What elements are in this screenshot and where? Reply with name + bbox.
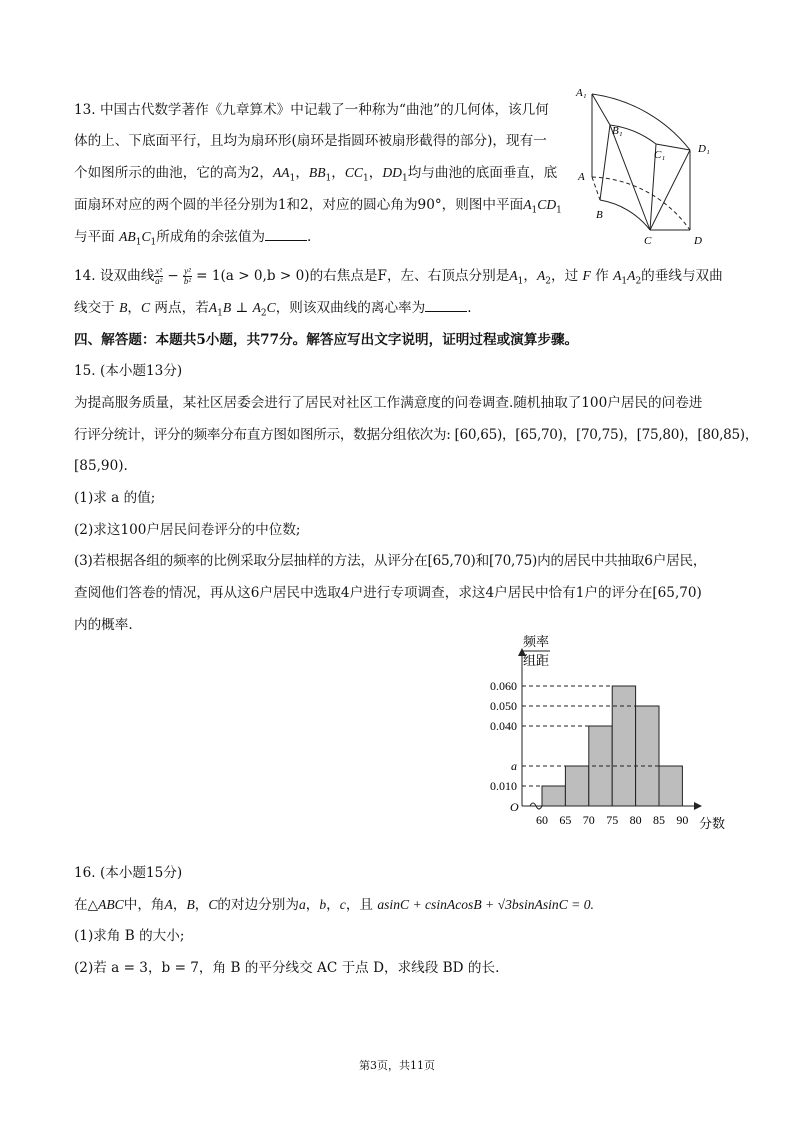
- y-tick-label: 0.050: [490, 699, 517, 713]
- x-tick-label: 85: [653, 813, 665, 827]
- q15-line-1: 为提高服务质量，某社区居委会进行了居民对社区工作满意度的问卷调查.随机抽取了100户居民的问卷进: [74, 395, 703, 411]
- section-4-heading: 四、解答题：本题共5小题，共77分。解答应写出文字说明，证明过程或演算步骤。: [74, 332, 579, 348]
- y-tick-label: a: [511, 759, 517, 773]
- y-label-numerator: 频率: [522, 634, 550, 649]
- q13-line-5-mid: 所成角的余弦值为: [156, 229, 266, 245]
- q14-line-2-pre: 线交于: [74, 300, 115, 316]
- y-label-denominator: 组距: [522, 653, 550, 668]
- histogram-bar-[60,65): [542, 786, 565, 806]
- outer-arc-bottom: [592, 177, 690, 230]
- q14-line-1-mid: 的右焦点是F，左、右顶点分别是: [309, 268, 510, 284]
- q16-header: 16. (本小题15分): [74, 865, 183, 881]
- inner-arc-bottom: [600, 200, 650, 230]
- q13-line-5: 与平面 $AB_1C_1$所成角的余弦值为 .: [74, 229, 312, 248]
- y-tick-label: 0.010: [490, 779, 517, 793]
- label-C: C: [644, 235, 652, 247]
- q16-equation: asinC + csinAcosB + √3bsinAsinC = 0.: [377, 897, 594, 912]
- label-A1: A₁: [576, 87, 587, 99]
- q15-part-3-line-3: 内的概率.: [74, 617, 133, 633]
- label-A: A: [578, 171, 585, 183]
- q15-part-3-line-1: (3)若根据各组的频率的比例采取分层抽样的方法，从评分在[65,70)和[70,75)内的居民中共抽取6户居民，: [74, 553, 707, 569]
- page-footer: 第3页，共11页: [359, 1059, 435, 1072]
- label-D1: D₁: [698, 143, 710, 155]
- x-tick-label: 80: [629, 813, 642, 827]
- q13-line-3-post: 均与曲池的底面垂直，底: [407, 165, 558, 181]
- label-D: D: [694, 235, 702, 247]
- q15-part-2: (2)求这100户居民问卷评分的中位数;: [74, 522, 301, 538]
- q16-line-1-pre: 在△: [74, 897, 99, 913]
- q13-line-5-end: .: [307, 229, 312, 245]
- histogram-bar-[80,85): [636, 706, 659, 806]
- label-B: B: [596, 209, 603, 221]
- q16-line-1-mid2: 的对边分别为: [217, 897, 299, 913]
- q15-part-1: (1)求 a 的值;: [74, 490, 156, 506]
- q13-line-4-text: 面扇环对应的两个圆的半径分别为1和2，对应的圆心角为90°，则图中平面: [74, 197, 524, 213]
- x-tick-label: 75: [606, 813, 619, 827]
- q14-line-1-pre: 14. 设双曲线: [74, 268, 155, 284]
- label-B1: B₁: [612, 125, 623, 137]
- q14-line-2-dot: .: [467, 300, 472, 316]
- x-tick-label: 90: [676, 813, 689, 827]
- q16-line-1-mid: 中，角: [123, 897, 165, 913]
- q14-line-2-mid: 两点，若: [154, 300, 209, 316]
- q15-line-3: [85,90).: [74, 458, 128, 474]
- q16-line-1-mid3: ，且: [345, 897, 373, 913]
- curved-pool-figure: [570, 82, 730, 252]
- outer-arc-top: [592, 94, 690, 150]
- q15-part-3-line-2: 查阅他们答卷的情况，再从这6户居民中选取4户进行专项调查，求这4户居民中恰有1户的评分在[65,70): [74, 585, 702, 601]
- frequency-histogram: [470, 630, 740, 835]
- histogram-bar-[65,70): [565, 766, 588, 806]
- histogram-bar-[85,90): [659, 766, 682, 806]
- q14-equation: = 1(a > 0,b > 0): [191, 268, 310, 284]
- label-C1: C₁: [654, 149, 666, 161]
- x-tick-label: 65: [559, 813, 572, 827]
- x-tick-label: 70: [582, 813, 595, 827]
- x-tick-label: 60: [536, 813, 548, 827]
- q13-line-2: 体的上、下底面平行，且均为扇环形(扇环是指圆环被扇形截得的部分)，现有一: [74, 133, 547, 149]
- q13-line-3-pre: 个如图所示的曲池，它的高为2，: [74, 165, 273, 181]
- histogram-bar-[75,80): [612, 686, 635, 806]
- y-tick-label: 0.060: [490, 679, 517, 693]
- q14-line-1: 14. 设双曲线 $\frac{\text{x²}}{\text{a²}}$ − $\frac{\text{y²}}{\text{b²}}$ = 1(a > 0,b > 0)的右焦点是F，左、右顶点分别是$A_1$，$A_2$，过 F 作 $A_1A_2$的垂线与双曲: [74, 266, 723, 287]
- q16-line-1: 在△ABC中，角A，B，C的对边分别为a，b，c，且 asinC + csinAcosB + √3bsinAsinC = 0.: [74, 897, 594, 913]
- q14-line-1-end: 的垂线与双曲: [641, 268, 723, 284]
- y-tick-label: 0.040: [490, 719, 517, 733]
- x-axis-label: 分数: [699, 816, 726, 831]
- origin-label: O: [510, 800, 519, 814]
- q13-line-3: 个如图所示的曲池，它的高为2，$AA_1$，$BB_1$，$CC_1$，$DD_1$均与曲池的底面垂直，底: [74, 165, 558, 184]
- fraction-y2-b2: $\frac{\text{y²}}{\text{b²}}$: [183, 266, 192, 286]
- fraction-x2-a2: $\frac{\text{x²}}{\text{a²}}$: [155, 266, 163, 286]
- q15-line-2: 行评分统计，评分的频率分布直方图如图所示，数据分组依次为: [60,65)，[65,70)，[70,75)，[75,80)，[80,85)，: [74, 427, 759, 443]
- q15-header: 15. (本小题13分): [74, 363, 183, 379]
- q14-line-2-end: ，则该双曲线的离心率为: [275, 300, 426, 316]
- answer-blank-14[interactable]: [425, 299, 467, 312]
- q14-line-2: 线交于 B，C 两点，若$A_1B$ ⊥ $A_2C$，则该双曲线的离心率为 .: [74, 300, 472, 319]
- q16-part-2: (2)若 a = 3，b = 7，角 B 的平分线交 AC 于点 D，求线段 BD 的长.: [74, 960, 500, 976]
- q13-line-1: 13. 中国古代数学著作《九章算术》中记载了一种称为“曲池”的几何体，该几何: [74, 102, 549, 118]
- q13-line-4: 面扇环对应的两个圆的半径分别为1和2，对应的圆心角为90°，则图中平面$A_1CD_1$: [74, 197, 562, 216]
- answer-blank-13[interactable]: [265, 228, 307, 241]
- q16-part-1: (1)求角 B 的大小;: [74, 928, 185, 944]
